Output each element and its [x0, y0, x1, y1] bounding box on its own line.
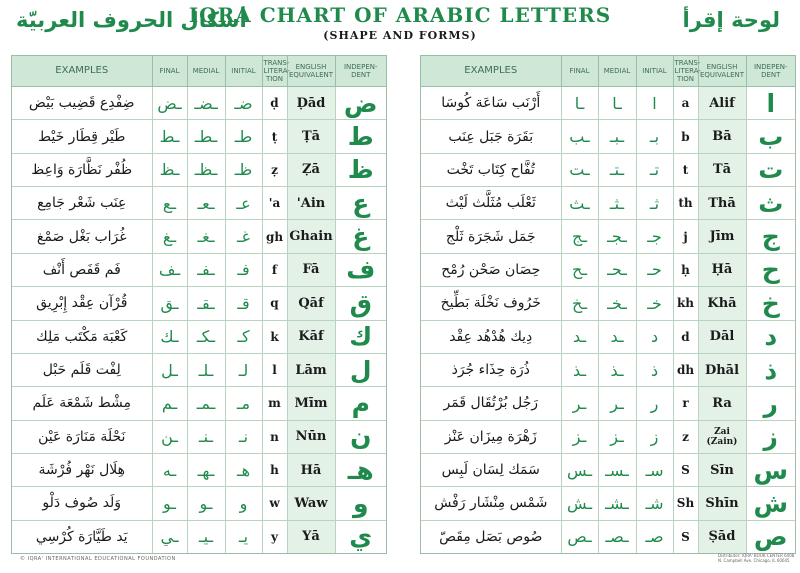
final-form-cell: ـج: [561, 220, 598, 253]
medial-form-cell: ـنـ: [187, 420, 225, 453]
letter-row: [421, 520, 795, 553]
final-form-cell: ـت: [561, 153, 598, 186]
examples-cell: عِنَب شَعْر جَامِع: [12, 187, 152, 220]
transliteration-cell: dh: [673, 353, 698, 386]
initial-form-cell: هـ: [225, 453, 262, 486]
col-initial: INITIAL: [636, 56, 673, 87]
letter-row: [12, 153, 386, 186]
transliteration-cell: 'a: [262, 187, 287, 220]
independent-letter-cell: د: [746, 320, 795, 353]
initial-form-cell: يـ: [225, 520, 262, 553]
english-equivalent-cell: Dāl: [698, 320, 746, 353]
transliteration-cell: d: [673, 320, 698, 353]
letter-row: [421, 453, 795, 486]
final-form-cell: ـس: [561, 453, 598, 486]
col-independent: INDEPEN-DENT: [746, 56, 795, 87]
col-english-equivalent: ENGLISH EQUIVALENT: [287, 56, 335, 87]
initial-form-cell: ظـ: [225, 153, 262, 186]
col-medial: MEDIAL: [187, 56, 225, 87]
english-equivalent-cell: Bā: [698, 120, 746, 153]
final-form-cell: ـع: [152, 187, 187, 220]
initial-form-cell: خـ: [636, 287, 673, 320]
examples-cell: ظُفْر نَظَّارَة وَاعِظ: [12, 153, 152, 186]
final-form-cell: ـح: [561, 253, 598, 286]
letter-row: [421, 253, 795, 286]
col-examples: EXAMPLES: [12, 56, 152, 87]
english-equivalent-cell: Alif: [698, 87, 746, 120]
independent-letter-cell: خ: [746, 287, 795, 320]
medial-form-cell: ـتـ: [598, 153, 636, 186]
transliteration-cell: ẓ: [262, 153, 287, 186]
independent-letter-cell: ح: [746, 253, 795, 286]
medial-form-cell: ـظـ: [187, 153, 225, 186]
col-final: FINAL: [561, 56, 598, 87]
medial-form-cell: ـهـ: [187, 453, 225, 486]
independent-letter-cell: هـ: [335, 453, 386, 486]
transliteration-cell: Sh: [673, 487, 698, 520]
english-equivalent-cell: Ghain: [287, 220, 335, 253]
medial-form-cell: ـصـ: [598, 520, 636, 553]
letter-row: [421, 220, 795, 253]
examples-cell: بَقَرَة جَبَل عِنَب: [421, 120, 561, 153]
medial-form-cell: ـو: [187, 487, 225, 520]
transliteration-cell: f: [262, 253, 287, 286]
independent-letter-cell: ك: [335, 320, 386, 353]
examples-cell: زَهْرَة مِيزَان عَنْز: [421, 420, 561, 453]
independent-letter-cell: ظ: [335, 153, 386, 186]
independent-letter-cell: ش: [746, 487, 795, 520]
medial-form-cell: ـز: [598, 420, 636, 453]
letter-row: [421, 420, 795, 453]
medial-form-cell: ـجـ: [598, 220, 636, 253]
initial-form-cell: ا: [636, 87, 673, 120]
transliteration-cell: l: [262, 353, 287, 386]
independent-letter-cell: و: [335, 487, 386, 520]
initial-form-cell: غـ: [225, 220, 262, 253]
final-form-cell: ـث: [561, 187, 598, 220]
letter-row: [421, 120, 795, 153]
header-row: [421, 56, 795, 87]
english-equivalent-cell: 'Ain: [287, 187, 335, 220]
letter-row: [12, 187, 386, 220]
english-equivalent-cell: Hā: [287, 453, 335, 486]
letter-row: [12, 287, 386, 320]
header-row: [12, 56, 386, 87]
letter-row: [12, 453, 386, 486]
independent-letter-cell: س: [746, 453, 795, 486]
medial-form-cell: ـثـ: [598, 187, 636, 220]
transliteration-cell: y: [262, 520, 287, 553]
examples-cell: تُفَّاح كِتَاب تَخْت: [421, 153, 561, 186]
independent-letter-cell: ع: [335, 187, 386, 220]
col-english-equivalent: ENGLISH EQUIVALENT: [698, 56, 746, 87]
english-equivalent-cell: Ra: [698, 387, 746, 420]
english-equivalent-cell: Thā: [698, 187, 746, 220]
independent-letter-cell: غ: [335, 220, 386, 253]
final-form-cell: ـف: [152, 253, 187, 286]
independent-letter-cell: ا: [746, 87, 795, 120]
english-equivalent-cell: Lām: [287, 353, 335, 386]
medial-form-cell: ـا: [598, 87, 636, 120]
independent-letter-cell: ص: [753, 522, 788, 552]
examples-cell: خَرُوف نَخْلَة بَطِّيخ: [421, 287, 561, 320]
initial-form-cell: طـ: [225, 120, 262, 153]
medial-form-cell: ـخـ: [598, 287, 636, 320]
final-form-cell: ـا: [561, 87, 598, 120]
final-form-cell: ـو: [152, 487, 187, 520]
medial-form-cell: ـد: [598, 320, 636, 353]
letter-row: [12, 253, 386, 286]
initial-form-cell: جـ: [636, 220, 673, 253]
letter-row: [12, 87, 386, 120]
examples-cell: لِفْت قَلَم حَبْل: [12, 353, 152, 386]
english-equivalent-cell: Tā: [698, 153, 746, 186]
medial-form-cell: ـيـ: [187, 520, 225, 553]
letter-row: [12, 420, 386, 453]
initial-form-cell: حـ: [636, 253, 673, 286]
examples-cell: ثَعْلَب مُثَلَّث لَيْث: [421, 187, 561, 220]
independent-letter-cell: ر: [746, 387, 795, 420]
independent-letter-cell: ط: [335, 120, 386, 153]
footer-distributor: Distributor: IQRA' BOOK CENTER 6408 N. Campbell Ave. Chicago, IL 60645: [718, 553, 795, 563]
initial-form-cell: فـ: [225, 253, 262, 286]
letter-row: [12, 220, 386, 253]
examples-cell: هِلَال نَهْر فُرْشَة: [12, 453, 152, 486]
transliteration-cell: ṭ: [262, 120, 287, 153]
transliteration-cell: h: [262, 453, 287, 486]
letter-row: [421, 320, 795, 353]
initial-form-cell: تـ: [636, 153, 673, 186]
independent-letter-cell: ن: [335, 420, 386, 453]
examples-cell: فَم قَفَص أَنْف: [12, 253, 152, 286]
english-equivalent-cell: Qāf: [287, 287, 335, 320]
final-form-cell: ـض: [152, 87, 187, 120]
letter-row: [12, 320, 386, 353]
letters-body-right: [421, 87, 795, 554]
letter-row: [12, 387, 386, 420]
col-transliteration: TRANS-LITERA-TION: [673, 56, 698, 87]
transliteration-cell: t: [673, 153, 698, 186]
medial-form-cell: ـذ: [598, 353, 636, 386]
final-form-cell: ـق: [152, 287, 187, 320]
medial-form-cell: ـكـ: [187, 320, 225, 353]
initial-form-cell: ذ: [636, 353, 673, 386]
examples-cell: رَجُل بُرْتُقَال قَمَر: [421, 387, 561, 420]
english-equivalent-cell: Zai (Zain): [698, 420, 746, 453]
letters-table-left: [12, 56, 386, 553]
transliteration-cell: th: [673, 187, 698, 220]
chart-subtitle: (SHAPE AND FORMS): [323, 29, 477, 42]
medial-form-cell: ـحـ: [598, 253, 636, 286]
chart-title: IQRA CHART OF ARABIC LETTERS: [188, 3, 612, 27]
independent-letter-cell: ث: [746, 187, 795, 220]
final-form-cell: ـخ: [561, 287, 598, 320]
footer-copyright: © IQRA' INTERNATIONAL EDUCATIONAL FOUNDATION: [20, 556, 176, 562]
examples-cell: ضِفْدِع قَضِيب بَيْض: [12, 87, 152, 120]
initial-form-cell: ضـ: [225, 87, 262, 120]
transliteration-cell: z: [673, 420, 698, 453]
medial-form-cell: ـمـ: [187, 387, 225, 420]
examples-cell: جَمَل شَجَرَة ثَلْج: [421, 220, 561, 253]
final-form-cell: ـد: [561, 320, 598, 353]
initial-form-cell: عـ: [225, 187, 262, 220]
letter-row: [421, 87, 795, 120]
examples-cell: كَعْبَة مَكْتَب مَلِك: [12, 320, 152, 353]
initial-form-cell: نـ: [225, 420, 262, 453]
independent-letter-cell: ل: [335, 353, 386, 386]
examples-cell: ذُرَة حِذَاء جُرَذ: [421, 353, 561, 386]
initial-form-cell: كـ: [225, 320, 262, 353]
transliteration-cell: r: [673, 387, 698, 420]
english-equivalent-cell: Mīm: [287, 387, 335, 420]
initial-form-cell: ثـ: [636, 187, 673, 220]
independent-letter-cell: ي: [349, 522, 373, 552]
letter-row: [421, 387, 795, 420]
examples-cell: أَرْنَب سَاعَة كُوسَا: [421, 87, 561, 120]
final-form-cell: ـز: [561, 420, 598, 453]
examples-cell: قُرْآن عِقْد إِبْرِيق: [12, 287, 152, 320]
col-initial: INITIAL: [225, 56, 262, 87]
col-final: FINAL: [152, 56, 187, 87]
letter-row: [12, 353, 386, 386]
transliteration-cell: gh: [262, 220, 287, 253]
medial-form-cell: ـبـ: [598, 120, 636, 153]
english-equivalent-cell: Waw: [287, 487, 335, 520]
final-form-cell: ـي: [152, 520, 187, 553]
initial-form-cell: د: [636, 320, 673, 353]
final-form-cell: ـر: [561, 387, 598, 420]
initial-form-cell: بـ: [636, 120, 673, 153]
transliteration-cell: a: [673, 87, 698, 120]
english-equivalent-cell: Ṭā: [287, 120, 335, 153]
letters-panel-left: [11, 55, 387, 554]
transliteration-cell: ḍ: [262, 87, 287, 120]
medial-form-cell: ـقـ: [187, 287, 225, 320]
english-equivalent-cell: Jīm: [698, 220, 746, 253]
independent-letter-cell: ب: [746, 120, 795, 153]
col-transliteration: TRANS-LITERA-TION: [262, 56, 287, 87]
transliteration-cell: m: [262, 387, 287, 420]
final-form-cell: ـه: [152, 453, 187, 486]
english-equivalent-cell: Kāf: [287, 320, 335, 353]
examples-cell: دِيك هُدْهُد عِقْد: [421, 320, 561, 353]
transliteration-cell: w: [262, 487, 287, 520]
initial-form-cell: لـ: [225, 353, 262, 386]
initial-form-cell: و: [225, 487, 262, 520]
examples-cell: طَيْر قِطَار خَيْط: [12, 120, 152, 153]
medial-form-cell: ـر: [598, 387, 636, 420]
independent-letter-cell: ف: [335, 253, 386, 286]
english-equivalent-cell: Fā: [287, 253, 335, 286]
examples-cell: حِصَان صَحْن رُمْح: [421, 253, 561, 286]
examples-cell: وَلَد صُوف دَلْو: [12, 487, 152, 520]
examples-cell: غُرَاب بَغْل صَمْغ: [12, 220, 152, 253]
letter-row: [421, 487, 795, 520]
letter-row: [12, 487, 386, 520]
letter-row: [12, 120, 386, 153]
transliteration-cell: b: [673, 120, 698, 153]
letter-row: [12, 520, 386, 553]
examples-cell: شَمْس مِنْشَار رَفْش: [421, 487, 561, 520]
independent-letter-cell: ض: [335, 87, 386, 120]
english-equivalent-cell: Ḥā: [698, 253, 746, 286]
english-equivalent-cell: Nūn: [287, 420, 335, 453]
final-form-cell: ـط: [152, 120, 187, 153]
initial-form-cell: قـ: [225, 287, 262, 320]
transliteration-cell: q: [262, 287, 287, 320]
letter-row: [421, 153, 795, 186]
final-form-cell: ـن: [152, 420, 187, 453]
initial-form-cell: شـ: [636, 487, 673, 520]
final-form-cell: ـل: [152, 353, 187, 386]
transliteration-cell: ḥ: [673, 253, 698, 286]
medial-form-cell: ـغـ: [187, 220, 225, 253]
transliteration-cell: k: [262, 320, 287, 353]
final-form-cell: ـش: [561, 487, 598, 520]
final-form-cell: ـص: [561, 520, 598, 553]
transliteration-cell: S: [673, 520, 698, 553]
independent-letter-cell: ج: [746, 220, 795, 253]
independent-letter-cell: ز: [746, 420, 795, 453]
arabic-title-left: أشكال الحروف العربيّة: [16, 8, 247, 32]
final-form-cell: ـك: [152, 320, 187, 353]
independent-letter-cell: م: [335, 387, 386, 420]
letters-body-left: [12, 87, 386, 554]
final-form-cell: ـذ: [561, 353, 598, 386]
medial-form-cell: ـسـ: [598, 453, 636, 486]
examples-cell: سَمَك لِسَان لَبِس: [421, 453, 561, 486]
english-equivalent-cell: Ẓā: [287, 153, 335, 186]
transliteration-cell: j: [673, 220, 698, 253]
english-equivalent-cell: Khā: [698, 287, 746, 320]
letters-panel-right: [420, 55, 796, 554]
examples-cell: مِشْط شَمْعَة عَلَم: [12, 387, 152, 420]
chart-header: [0, 0, 800, 52]
final-form-cell: ـظ: [152, 153, 187, 186]
initial-form-cell: سـ: [636, 453, 673, 486]
examples-cell: نَحْلَة مَنَارَة عَيْن: [12, 420, 152, 453]
english-equivalent-cell: Sīn: [698, 453, 746, 486]
final-form-cell: ـب: [561, 120, 598, 153]
medial-form-cell: ـطـ: [187, 120, 225, 153]
independent-letter-cell: ت: [746, 153, 795, 186]
medial-form-cell: ـعـ: [187, 187, 225, 220]
final-form-cell: ـغ: [152, 220, 187, 253]
letters-table-right: [421, 56, 795, 553]
english-equivalent-cell: Shīn: [698, 487, 746, 520]
arabic-title-right: لوحة إقرأ: [682, 8, 780, 32]
letter-row: [421, 353, 795, 386]
letter-row: [421, 287, 795, 320]
examples-cell: صُوص بَصَل مِقَصّ: [421, 520, 561, 553]
independent-letter-cell: ذ: [746, 353, 795, 386]
medial-form-cell: ـلـ: [187, 353, 225, 386]
medial-form-cell: ـفـ: [187, 253, 225, 286]
english-equivalent-cell: Ṣād: [698, 520, 746, 553]
english-equivalent-cell: Yā: [287, 520, 335, 553]
letter-row: [421, 187, 795, 220]
transliteration-cell: kh: [673, 287, 698, 320]
initial-form-cell: ر: [636, 387, 673, 420]
transliteration-cell: S: [673, 453, 698, 486]
initial-form-cell: ز: [636, 420, 673, 453]
transliteration-cell: n: [262, 420, 287, 453]
medial-form-cell: ـشـ: [598, 487, 636, 520]
col-medial: MEDIAL: [598, 56, 636, 87]
col-examples: EXAMPLES: [421, 56, 561, 87]
initial-form-cell: مـ: [225, 387, 262, 420]
initial-form-cell: صـ: [636, 520, 673, 553]
col-independent: INDEPEN-DENT: [335, 56, 386, 87]
final-form-cell: ـم: [152, 387, 187, 420]
english-equivalent-cell: Dhāl: [698, 353, 746, 386]
medial-form-cell: ـضـ: [187, 87, 225, 120]
independent-letter-cell: ق: [335, 287, 386, 320]
english-equivalent-cell: Ḍād: [287, 87, 335, 120]
examples-cell: يَد طَيَّارَة كُرْسِي: [12, 520, 152, 553]
